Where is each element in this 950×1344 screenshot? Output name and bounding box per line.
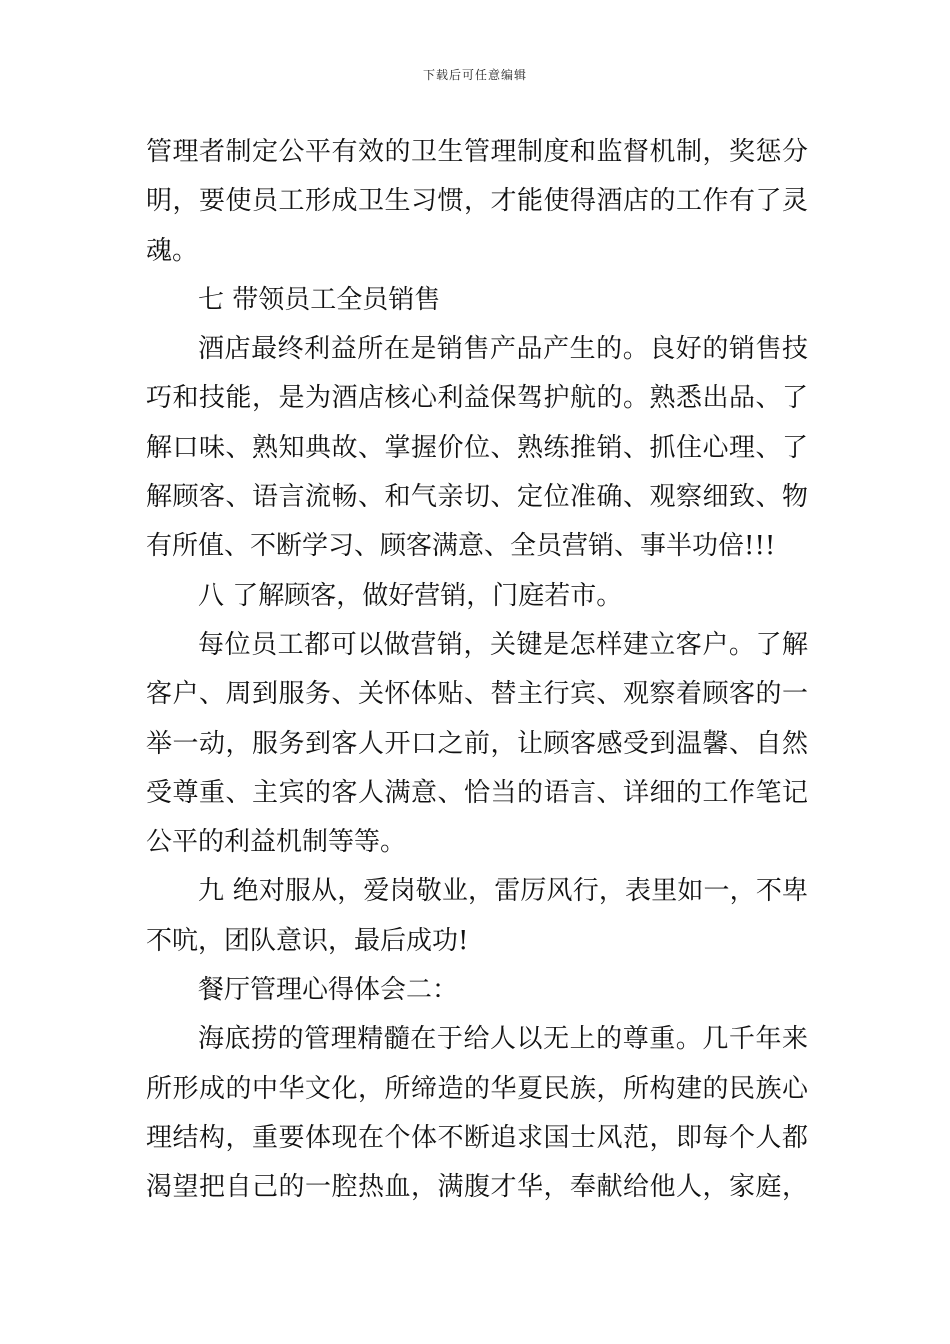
- text-line: 明，要使员工形成卫生习惯，才能使得酒店的工作有了灵: [146, 186, 808, 217]
- text-line: 有所值、不断学习、顾客满意、全员营销、事半功倍!!!: [146, 531, 776, 562]
- text-line: 受尊重、主宾的客人满意、恰当的语言、详细的工作笔记: [146, 777, 808, 808]
- section-heading: 八 了解顾客，做好营销，门庭若市。: [198, 580, 623, 611]
- text-line: 酒店最终利益所在是销售产品产生的。良好的销售技: [198, 334, 808, 365]
- page-header-note: 下载后可任意编辑: [422, 68, 527, 82]
- text-line: 管理者制定公平有效的卫生管理制度和监督机制，奖惩分: [146, 137, 808, 167]
- document-body: [146, 128, 808, 1213]
- text-line: 巧和技能，是为酒店核心利益保驾护航的。熟悉出品、了: [146, 383, 808, 414]
- text-line: 不吭，团队意识，最后成功!: [146, 925, 469, 956]
- section-heading: 餐厅管理心得体会二：: [198, 975, 459, 1006]
- text-line: 渴望把自己的一腔热血，满腹才华，奉献给他人，家庭，: [146, 1172, 808, 1203]
- text-line: 客户、周到服务、关怀体贴、替主行宾、观察着顾客的一: [146, 679, 808, 710]
- text-line: 公平的利益机制等等。: [146, 827, 407, 858]
- section-heading: 九 绝对服从，爱岗敬业，雷厉风行，表里如一，不卑: [198, 876, 808, 907]
- text-line: 举一动，服务到客人开口之前，让顾客感受到温馨、自然: [146, 728, 808, 759]
- text-line: 所形成的中华文化，所缔造的华夏民族，所构建的民族心: [146, 1073, 808, 1104]
- text-line: 海底捞的管理精髓在于给人以无上的尊重。几千年来: [198, 1024, 808, 1055]
- text-line: 解顾客、语言流畅、和气亲切、定位准确、观察细致、物: [146, 482, 808, 513]
- section-heading: 七 带领员工全员销售: [198, 284, 441, 315]
- text-line: 理结构，重要体现在个体不断追求国士风范，即每个人都: [146, 1122, 808, 1153]
- text-line: 解口味、熟知典故、掌握价位、熟练推销、抓住心理、了: [146, 432, 808, 463]
- text-line: 魂。: [146, 235, 199, 266]
- text-line: 每位员工都可以做营销，关键是怎样建立客户。了解: [198, 629, 808, 660]
